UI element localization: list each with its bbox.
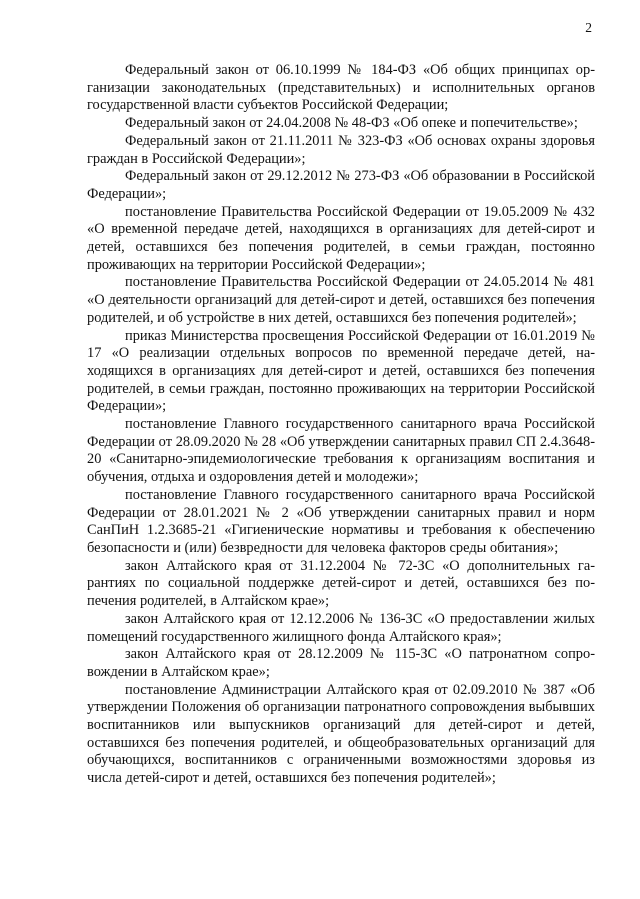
page-number: 2 (585, 20, 592, 35)
paragraph-law-184-fz: Федеральный закон от 06.10.1999 № 184-ФЗ «Об общих принципах организации законодательных (представительных) и исполнительных органов государственной власти субъектов Российской Федерации; (87, 62, 595, 114)
paragraph-altai-law-136-zs: закон Алтайского края от 12.12.2006 № 136-ЗС «О предоставлении жилых помещений государственного жилищного фонда Алтайского края»; (87, 610, 595, 645)
paragraph-order-17: приказ Министерства просвещения Российской Федерации от 16.01.2019 № 17 «О реализации отдельных вопросов по временной передаче детей, находящихся в организациях для детей-сирот и детей, оставшихся без попечения родителей, в семьи граждан, постоянно проживающих на территории Российской Федерации»; (87, 327, 595, 415)
paragraph-decree-432: постановление Правительства Российской Федерации от 19.05.2009 № 432 «О временной передаче детей, находящихся в организациях для детей-сирот и детей, оставшихся без попечения родителей, в семьи граждан, постоянно проживающих на территории Российской Федерации»; (87, 203, 595, 273)
paragraph-decree-481: постановление Правительства Российской Федерации от 24.05.2014 № 481 «О деятельности организаций для детей-сирот и детей, оставшихся без попечения родителей, и об устройстве в них детей, оставшихся без попечения родителей»; (87, 274, 595, 326)
paragraph-law-48-fz: Федеральный закон от 24.04.2008 № 48-ФЗ «Об опеке и попечительстве»; (125, 115, 578, 132)
paragraph-law-273-fz: Федеральный закон от 29.12.2012 № 273-ФЗ «Об образовании в Российской Федерации»; (87, 168, 595, 202)
paragraph-altai-law-72-zs: закон Алтайского края от 31.12.2004 № 72-ЗС «О дополнительных гарантиях по социальной поддержке детей-сирот и детей, оставшихся без попечения родителей, в Алтайском крае»; (87, 557, 595, 610)
paragraph-sanitary-decree-2: постановление Главного государственного санитарного врача Российской Федерации от 28.01.2021 № 2 «Об утверждении санитарных правил и норм СанПиН 1.2.3685-21 «Гигиенические нормативы и требования к обеспечению безопасности и (или) безвредности для человека факторов среды обитания»; (87, 486, 595, 556)
paragraph-altai-decree-387: постановление Администрации Алтайского края от 02.09.2010 № 387 «Об утверждении Положения об организации патронатного сопровождения выбывших воспитанников или выпускников организаций для детей-сирот и детей, оставшихся без попечения родителей, и общеобразовательных организаций для обучающихся, воспитанников с ограниченными возможностями здоровья из числа детей-сирот и детей, оставшихся без попечения родителей»; (87, 681, 595, 787)
document-body (87, 62, 595, 788)
paragraph-altai-law-115-zs: закон Алтайского края от 28.12.2009 № 115-ЗС «О патронатном сопровождении в Алтайском крае»; (87, 646, 595, 680)
paragraph-law-323-fz: Федеральный закон от 21.11.2011 № 323-ФЗ «Об основах охраны здоровья граждан в Российской Федерации»; (87, 132, 595, 167)
paragraph-sanitary-decree-28: постановление Главного государственного санитарного врача Российской Федерации от 28.09.2020 № 28 «Об утверждении санитарных правил СП 2.4.3648-20 «Санитарно-эпидемиологические требования к организациям воспитания и обучения, отдыха и оздоровления детей и молодежи»; (87, 416, 595, 486)
